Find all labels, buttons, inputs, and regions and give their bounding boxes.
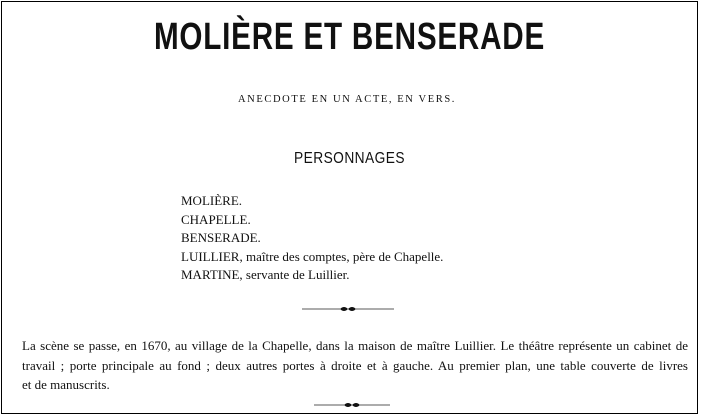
setting-line: La scène se passe, en 1670, au village de la Chapelle, dans la maison de maître Luillier. Le théâtre représente un cabinet de [22, 338, 688, 353]
play-title: MOLIÈRE ET BENSERADE [153, 16, 546, 58]
character-entry: MOLIÈRE. [181, 193, 243, 208]
characters-list [181, 192, 443, 285]
setting-line: et de manuscrits. [22, 377, 110, 392]
character-entry: LUILLIER, maître des comptes, père de Chapelle. [181, 248, 444, 264]
play-subtitle: ANECDOTE EN UN ACTE, EN VERS. [238, 94, 456, 105]
ornamental-divider [312, 400, 392, 410]
characters-heading: PERSONNAGES [293, 150, 406, 167]
setting-description [22, 336, 688, 395]
character-entry: MARTINE, servante de Luillier. [181, 267, 350, 282]
page [1, 1, 698, 414]
setting-line: travail ; porte principale au fond ; deux autres portes à droite et à gauche. Au premier plan, une table couverte de livres [22, 357, 688, 373]
character-entry: CHAPELLE. [181, 211, 251, 227]
character-entry: BENSERADE. [181, 230, 261, 245]
ornamental-divider [298, 304, 398, 314]
